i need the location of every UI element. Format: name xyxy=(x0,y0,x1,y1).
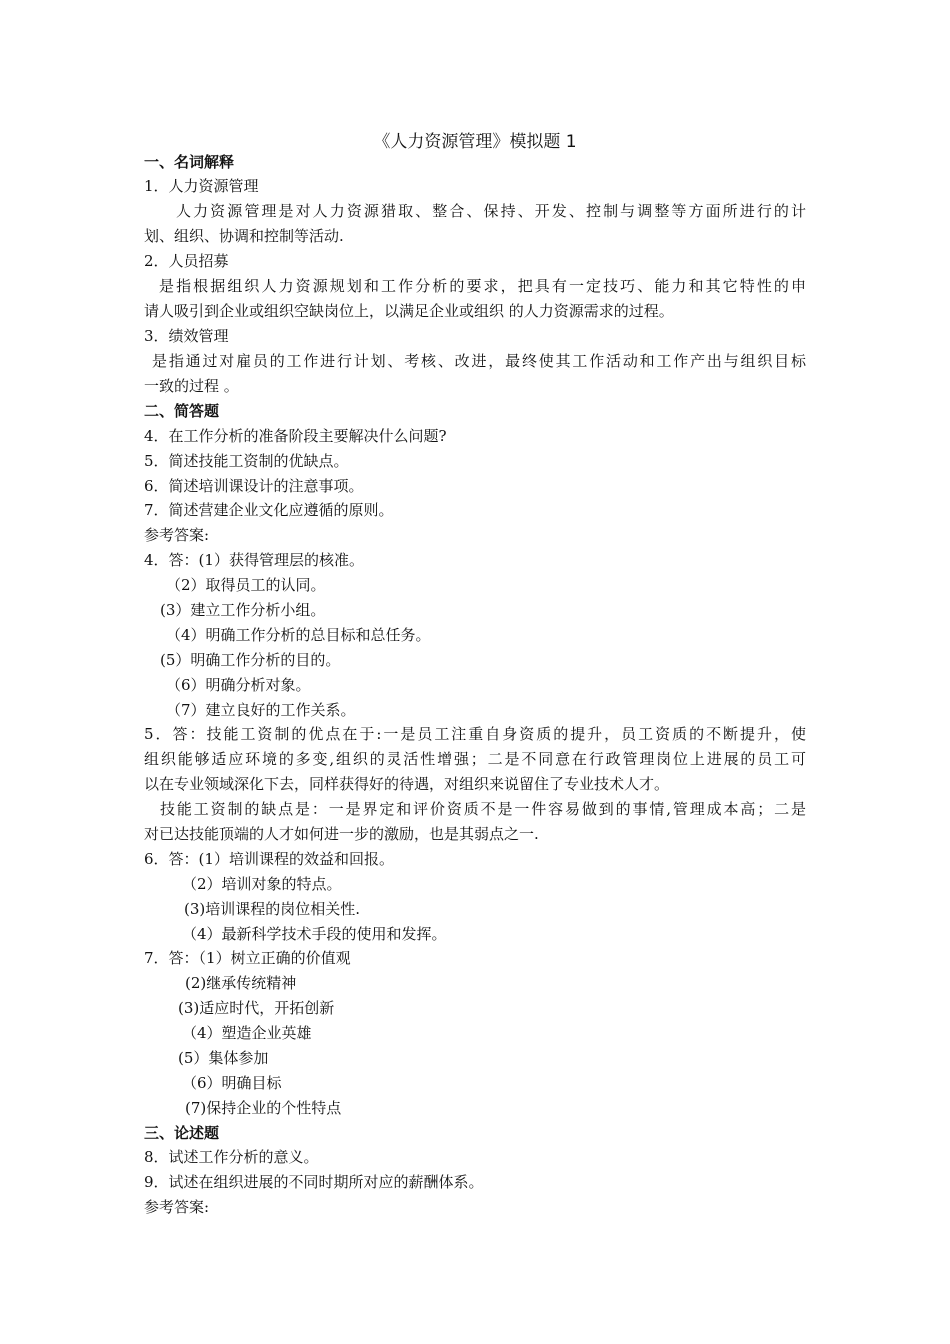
term-2-definition-line-2: 请人吸引到企业或组织空缺岗位上，以满足企业或组织 的人力资源需求的过程。 xyxy=(144,302,674,320)
question-9: 9．试述在组织进展的不同时期所对应的薪酬体系。 xyxy=(144,1173,484,1191)
answer-7-line-7: (7)保持企业的个性特点 xyxy=(185,1099,342,1117)
answer-7-line-6: （6）明确目标 xyxy=(182,1074,282,1092)
term-2-label: 2．人员招募 xyxy=(144,252,229,270)
question-5: 5．简述技能工资制的优缺点。 xyxy=(144,452,349,470)
answer-4-line-4: （4）明确工作分析的总目标和总任务。 xyxy=(166,626,431,644)
term-2-definition-line-1: 是指根据组织人力资源规划和工作分析的要求，把具有一定技巧、能力和其它特性的申 xyxy=(159,277,806,295)
section-heading-essay: 三、论述题 xyxy=(144,1124,220,1142)
answer-6-line-3: (3)培训课程的岗位相关性. xyxy=(184,900,361,918)
answer-5-line-5: 对已达技能顶端的人才如何进一步的激励，也是其弱点之一. xyxy=(144,825,539,843)
term-1-definition-line-1: 人力资源管理是对人力资源猎取、整合、保持、开发、控制与调整等方面所进行的计 xyxy=(176,202,806,220)
term-1-definition-line-2: 划、组织、协调和控制等活动. xyxy=(144,227,344,245)
essay-reference-answers-label: 参考答案: xyxy=(144,1198,210,1216)
question-6: 6．简述培训课设计的注意事项。 xyxy=(144,477,364,495)
answer-6-line-1: 6．答：(1）培训课程的效益和回报。 xyxy=(144,850,394,868)
question-8: 8．试述工作分析的意义。 xyxy=(144,1148,319,1166)
term-3-definition-line-1: 是指通过对雇员的工作进行计划、考核、改进，最终使其工作活动和工作产出与组织目标 xyxy=(152,352,806,370)
question-7: 7．简述营建企业文化应遵循的原则。 xyxy=(144,501,394,519)
answer-5-line-1: 5．答：技能工资制的优点在于:一是员工注重自身资质的提升，员工资质的不断提升，使 xyxy=(144,725,806,743)
term-3-label: 3．绩效管理 xyxy=(144,327,229,345)
answer-4-line-5: (5）明确工作分析的目的。 xyxy=(160,651,341,669)
answer-4-line-2: （2）取得员工的认同。 xyxy=(166,576,326,594)
answer-7-line-2: (2)继承传统精神 xyxy=(185,974,297,992)
answer-7-line-1: 7．答：（1）树立正确的价值观 xyxy=(144,949,351,967)
answer-4-line-3: (3）建立工作分析小组。 xyxy=(160,601,326,619)
reference-answers-label: 参考答案: xyxy=(144,526,210,544)
section-heading-terms: 一、名词解释 xyxy=(144,153,235,171)
answer-6-line-2: （2）培训对象的特点。 xyxy=(182,875,342,893)
answer-7-line-5: (5）集体参加 xyxy=(178,1049,269,1067)
section-heading-short-answer: 二、简答题 xyxy=(144,402,220,420)
answer-5-line-4: 技能工资制的缺点是：一是界定和评价资质不是一件容易做到的事情,管理成本高；二是 xyxy=(160,800,806,818)
answer-4-line-7: （7）建立良好的工作关系。 xyxy=(166,701,356,719)
term-1-label: 1．人力资源管理 xyxy=(144,177,259,195)
answer-6-line-4: （4）最新科学技术手段的使用和发挥。 xyxy=(182,925,447,943)
document-title: 《人力资源管理》模拟题 1 xyxy=(373,132,577,152)
answer-4-line-6: （6）明确分析对象。 xyxy=(166,676,311,694)
question-4: 4．在工作分析的准备阶段主要解决什么问题? xyxy=(144,427,447,445)
answer-5-line-2: 组织能够适应环境的多变,组织的灵活性增强；二是不同意在行政管理岗位上进展的员工可 xyxy=(144,750,806,768)
answer-7-line-3: (3)适应时代，开拓创新 xyxy=(178,999,335,1017)
answer-7-line-4: （4）塑造企业英雄 xyxy=(182,1024,312,1042)
answer-4-line-1: 4．答：(1）获得管理层的核准。 xyxy=(144,551,364,569)
term-3-definition-line-2: 一致的过程 。 xyxy=(144,377,239,395)
answer-5-line-3: 以在专业领域深化下去，同样获得好的待遇，对组织来说留住了专业技术人才。 xyxy=(144,775,670,793)
